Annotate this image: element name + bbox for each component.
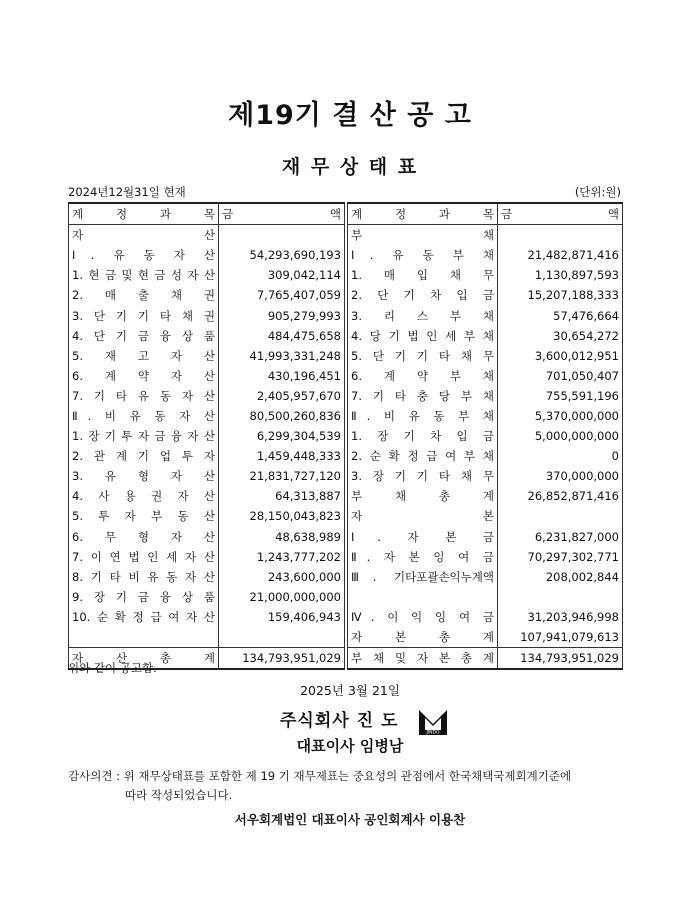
right-account: 4. 당 기 법 인 세 부 채 [348,326,498,346]
left-amount: 1,459,448,333 [219,446,345,466]
table-row [69,567,623,587]
table-row [69,426,623,446]
table-row [69,406,623,426]
right-account [348,587,498,607]
table-row [69,587,623,607]
left-account: 1. 장 기 투 자 금 융 자 산 [69,426,219,446]
left-account: 10. 순 확 정 급 여 자 산 [69,607,219,627]
left-account: 1. 현 금 및 현 금 성 자 산 [69,265,219,285]
table-row [69,326,623,346]
left-amount: 309,042,114 [219,265,345,285]
table-row [69,265,623,285]
right-amount: 26,852,871,416 [498,486,623,506]
notice-title: 제19기 결 산 공 고 [228,100,472,131]
right-account: 부 채 총 계 [348,486,498,506]
statement-date-line [68,184,621,200]
table-row [69,245,623,265]
right-account: 자 본 [348,506,498,526]
table-row [69,366,623,386]
left-account: 2. 관 계 기 업 투 자 [69,446,219,466]
right-amount: 70,297,302,771 [498,547,623,567]
publication-date: 2025년 3월 21일 [300,683,400,698]
right-amount: 3,600,012,951 [498,346,623,366]
table-row [69,527,623,547]
left-amount [219,225,345,246]
right-amount: 1,130,897,593 [498,265,623,285]
left-account: 4. 사 용 권 자 산 [69,486,219,506]
left-account: 7. 이 연 법 인 세 자 산 [69,547,219,567]
table-row [69,506,623,526]
right-account: 3. 장 기 기 타 채 무 [348,466,498,486]
left-amount: 28,150,043,823 [219,506,345,526]
right-amount [498,225,623,246]
left-amount: 243,600,000 [219,567,345,587]
audit-opinion [68,767,638,805]
table-row [69,346,623,366]
left-amount: 484,475,658 [219,326,345,346]
right-account: Ⅳ. 이 익 잉 여 금 [348,607,498,627]
left-account: 5. 투 자 부 동 산 [69,506,219,526]
left-account: 9. 장 기 금 융 상 품 [69,587,219,607]
table-row [69,466,623,486]
right-amount: 701,050,407 [498,366,623,386]
right-account: Ⅲ. 기타포괄손익누계액 [348,567,498,587]
right-amount: 134,793,951,029 [498,648,623,670]
statement-title: 재 무 상 태 표 [281,156,419,178]
left-amount: 64,313,887 [219,486,345,506]
left-account: 4. 단 기 금 융 상 품 [69,326,219,346]
left-amount: 159,406,943 [219,607,345,627]
left-account-header: 계 정 과 목 [69,203,219,225]
right-account: 1. 매 입 채 무 [348,265,498,285]
table-row [69,305,623,325]
right-account: 부 채 [348,225,498,246]
left-amount: 80,500,260,836 [219,406,345,426]
left-amount: 21,831,727,120 [219,466,345,486]
left-amount: 134,793,951,029 [219,648,345,670]
audit-opinion-line-1: 감사의견 : 위 재무상태표를 포함한 제 19 기 재무제표는 중요성의 관점에서 한국채택국제회계기준에 [68,769,572,783]
ceo-name: 대표이사 임병남 [296,737,404,755]
right-amount: 57,476,664 [498,305,623,325]
right-amount: 30,654,272 [498,326,623,346]
left-amount: 48,638,989 [219,527,345,547]
table-row [69,225,623,246]
right-account: Ⅱ. 자 본 잉 여 금 [348,547,498,567]
left-amount: 430,196,451 [219,366,345,386]
right-amount-header: 금 액 [498,203,623,225]
left-account [69,627,219,648]
right-amount: 5,000,000,000 [498,426,623,446]
right-account: 1. 장 기 차 입 금 [348,426,498,446]
left-account: 5. 재 고 자 산 [69,346,219,366]
statement-date: 2024년12월31일 현재 [68,185,186,199]
right-amount: 21,482,871,416 [498,245,623,265]
company-logo-icon [416,704,450,738]
left-account: 7. 기 타 유 동 자 산 [69,386,219,406]
left-account: 3. 유 형 자 산 [69,466,219,486]
left-account: 3. 단 기 기 타 채 권 [69,305,219,325]
table-row [69,285,623,305]
right-amount: 107,941,079,613 [498,627,623,648]
balance-sheet-table [68,202,623,670]
right-account: 3. 리 스 부 채 [348,305,498,325]
left-account: 8. 기 타 비 유 동 자 산 [69,567,219,587]
logo-lettering: JINDO [426,730,440,736]
table-row [69,547,623,567]
right-account: Ⅱ. 비 유 동 부 채 [348,406,498,426]
right-amount: 370,000,000 [498,466,623,486]
right-amount: 5,370,000,000 [498,406,623,426]
left-amount: 1,243,777,202 [219,547,345,567]
right-account: 부 채 및 자 본 총 계 [348,648,498,670]
right-account: 7. 기 타 충 당 부 채 [348,386,498,406]
right-amount: 31,203,946,998 [498,607,623,627]
left-amount [219,627,345,648]
right-account: 5. 단 기 기 타 채 무 [348,346,498,366]
right-account-header: 계 정 과 목 [348,203,498,225]
table-header-row [69,203,623,225]
left-amount: 21,000,000,000 [219,587,345,607]
table-row [69,446,623,466]
right-account: 2. 단 기 차 입 금 [348,285,498,305]
right-account: Ⅰ. 자 본 금 [348,527,498,547]
table-row [69,486,623,506]
right-account: 6. 계 약 부 채 [348,366,498,386]
left-account: 2. 매 출 채 권 [69,285,219,305]
left-amount: 54,293,690,193 [219,245,345,265]
left-amount-header: 금 액 [219,203,345,225]
table-row [69,607,623,627]
right-amount: 0 [498,446,623,466]
left-amount: 905,279,993 [219,305,345,325]
right-account: Ⅰ. 유 동 부 채 [348,245,498,265]
left-amount: 6,299,304,539 [219,426,345,446]
left-account: 자 산 [69,225,219,246]
left-amount: 7,765,407,059 [219,285,345,305]
right-amount: 6,231,827,000 [498,527,623,547]
right-amount: 208,002,844 [498,567,623,587]
right-amount [498,506,623,526]
company-name: 주식회사 진 도 [280,711,399,731]
right-amount: 15,207,188,333 [498,285,623,305]
left-account: Ⅰ. 유 동 자 산 [69,245,219,265]
right-amount [498,587,623,607]
currency-unit: (단위:원) [574,185,621,199]
audit-opinion-line-2: 따라 작성되었습니다. [125,788,233,802]
left-amount: 2,405,957,670 [219,386,345,406]
right-account: 2. 순 확 정 급 여 부 채 [348,446,498,466]
right-amount: 755,591,196 [498,386,623,406]
left-account: 6. 계 약 자 산 [69,366,219,386]
table-row [69,386,623,406]
left-account: 자 산 총 계 [69,648,219,670]
left-amount: 41,993,331,248 [219,346,345,366]
table-row [69,627,623,648]
left-account: 6. 무 형 자 산 [69,527,219,547]
right-account: 자 본 총 계 [348,627,498,648]
left-account: Ⅱ. 비 유 동 자 산 [69,406,219,426]
auditor-signature: 서우회계법인 대표이사 공인회계사 이용찬 [234,812,466,827]
closing-statement: 위와 같이 공고함. [68,661,157,675]
